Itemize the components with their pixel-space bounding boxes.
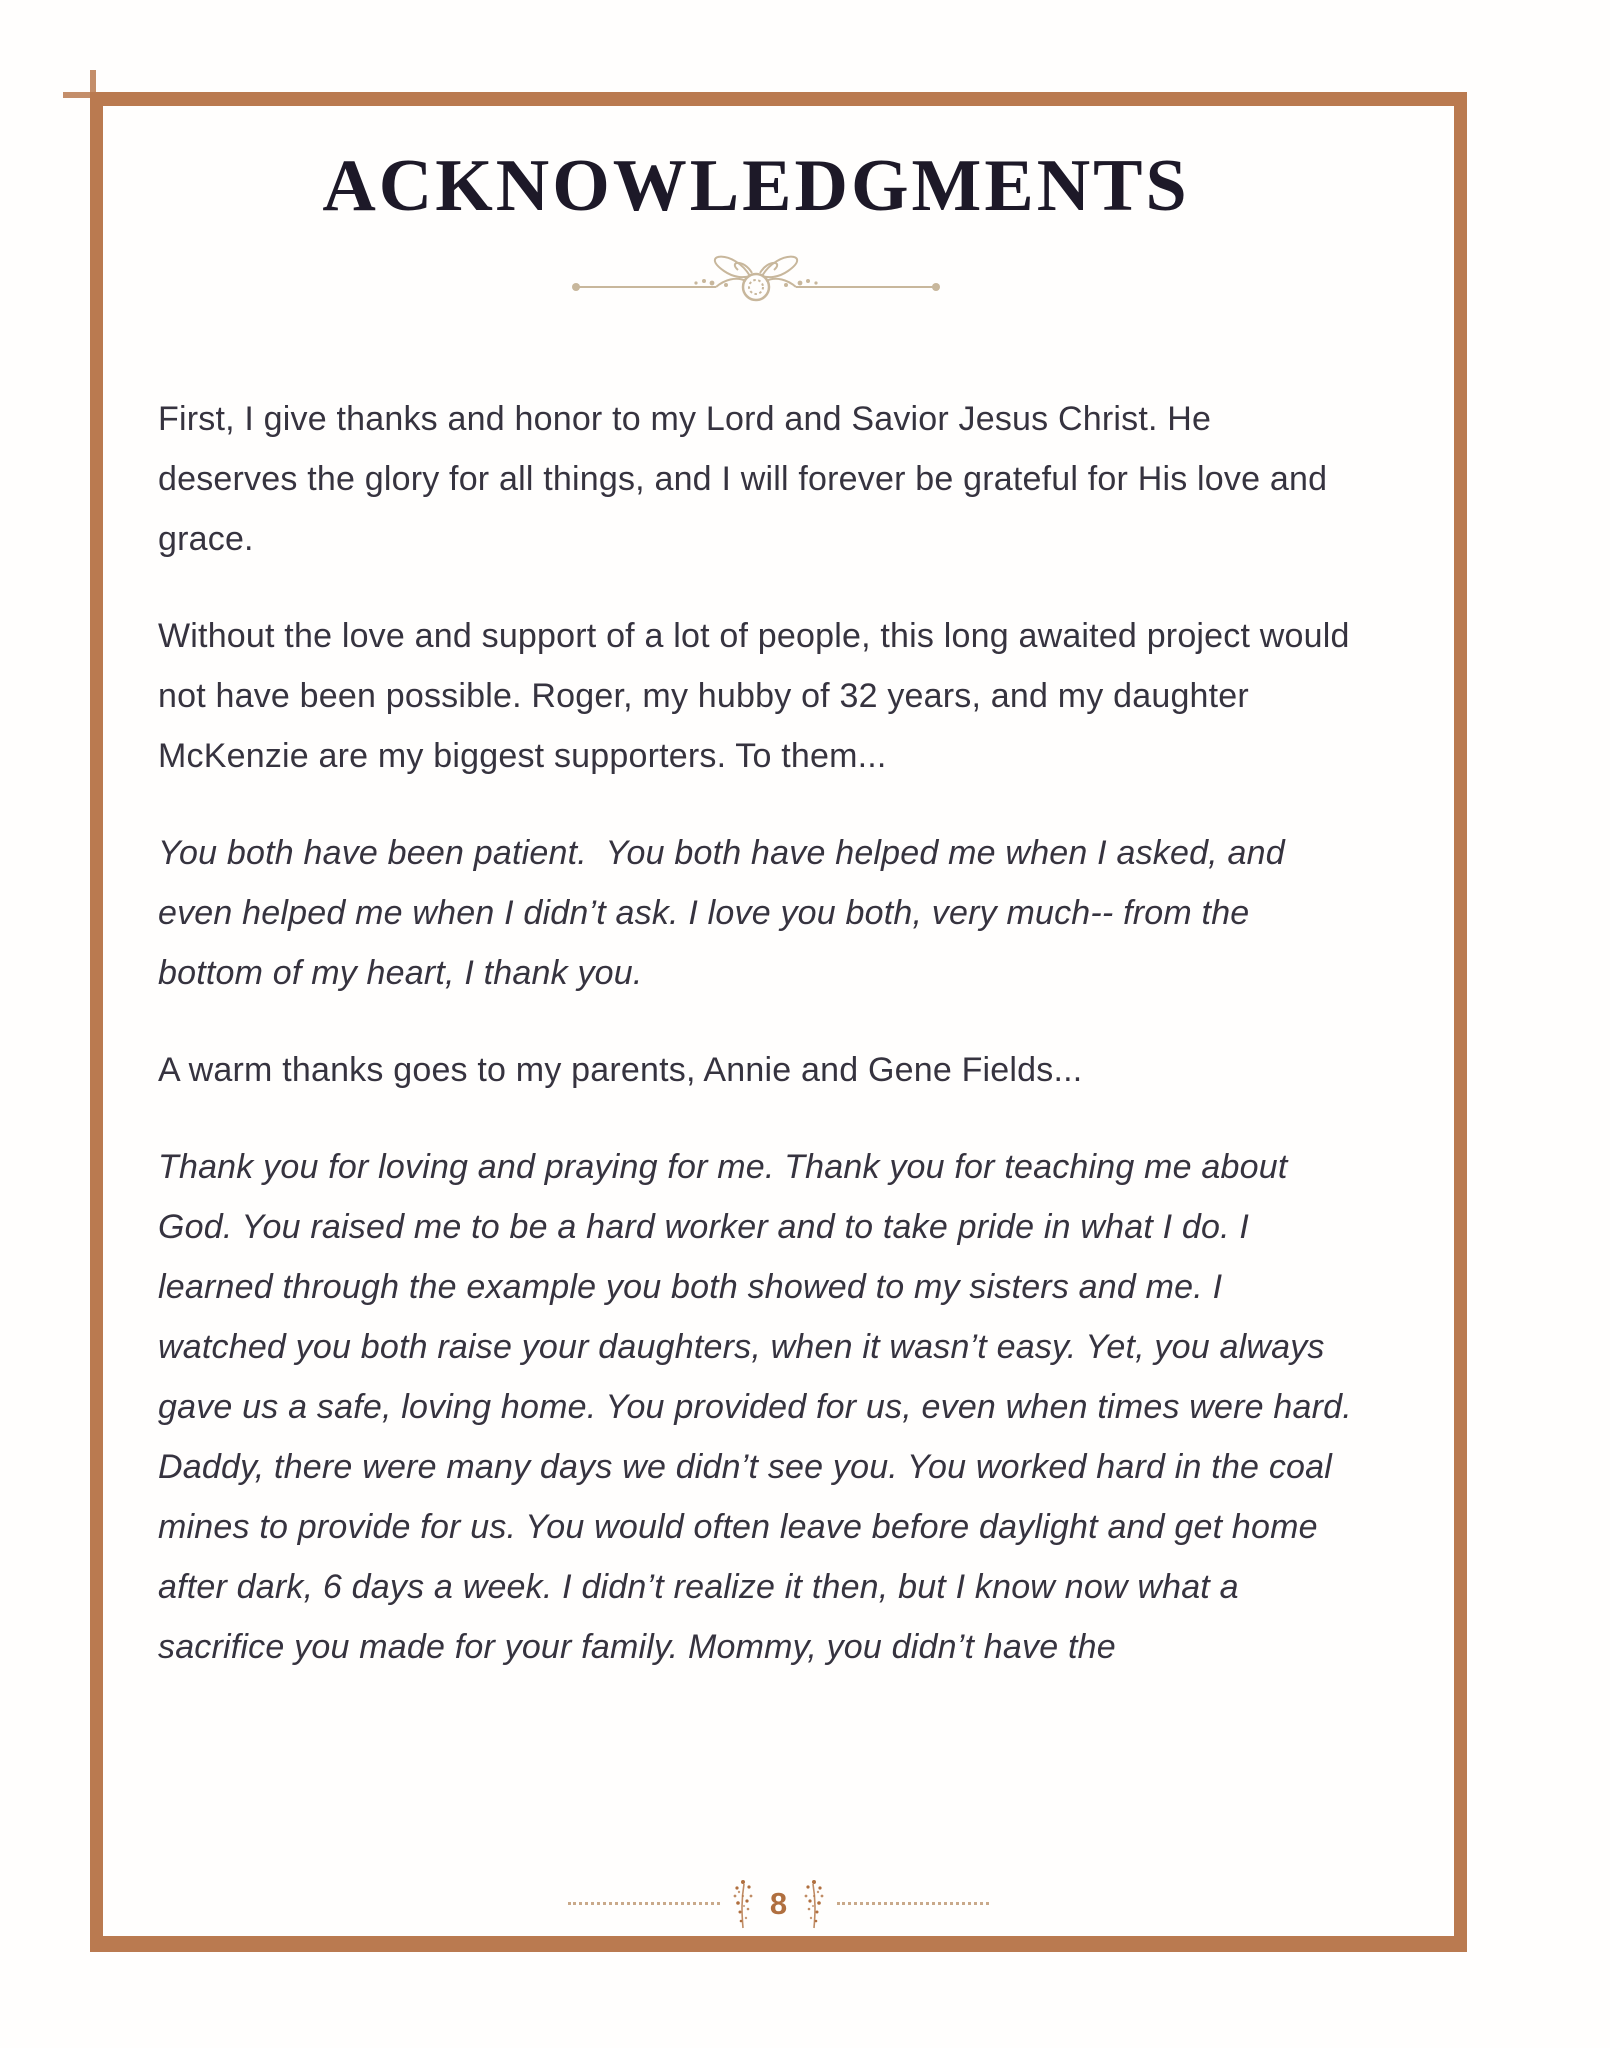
paragraph-supporters: Without the love and support of a lot of people, this long awaited project would not have been possible. Roger, my hubby of 32 years, and my daughter McKenzie are my biggest supporters. To them...: [158, 617, 1360, 776]
dotted-rule-left: [568, 1902, 720, 1905]
brush-stroke-detail: [90, 70, 96, 130]
dotted-rule-right: [837, 1902, 989, 1905]
paragraph-faith: First, I give thanks and honor to my Lord and Savior Jesus Christ. He deserves the glory for all things, and I will forever be grateful for His love and grace.: [158, 400, 1337, 559]
sprig-ornament-left-icon: [728, 1876, 758, 1930]
divider-flourish-icon: [158, 247, 1354, 309]
page-content: [158, 145, 1362, 1714]
sprig-ornament-right-icon: [799, 1876, 829, 1930]
page-number: 8: [769, 1885, 788, 1921]
body-text: [158, 389, 1362, 1677]
paragraph-parents: A warm thanks goes to my parents, Annie and Gene Fields...: [158, 1051, 1083, 1090]
brush-stroke-detail: [63, 92, 133, 98]
page-footer: [90, 1876, 1467, 1930]
paragraph-parents-tribute: Thank you for loving and praying for me. Thank you for teaching me about God. You raised me to be a hard worker and to take pride in what I do. I learned through the example you both showed to my sisters and me. I watched you both raise your daughters, when it wasn’t easy. Yet, you always gave us a safe, loving home. You provided for us, even when times were hard. Daddy, there were many days we didn’t see you. You worked hard in the coal mines to provide for us. You would often leave before daylight and get home after dark, 6 days a week. I didn’t realize it then, but I know now what a sacrifice you made for your family. Mommy, you didn’t have the: [158, 1148, 1362, 1667]
page-title: ACKNOWLEDGMENTS: [322, 145, 1190, 227]
paragraph-family-tribute: You both have been patient. You both have helped me when I asked, and even helped me when I didn’t ask. I love you both, very much-- from the bottom of my heart, I thank you.: [158, 834, 1295, 993]
